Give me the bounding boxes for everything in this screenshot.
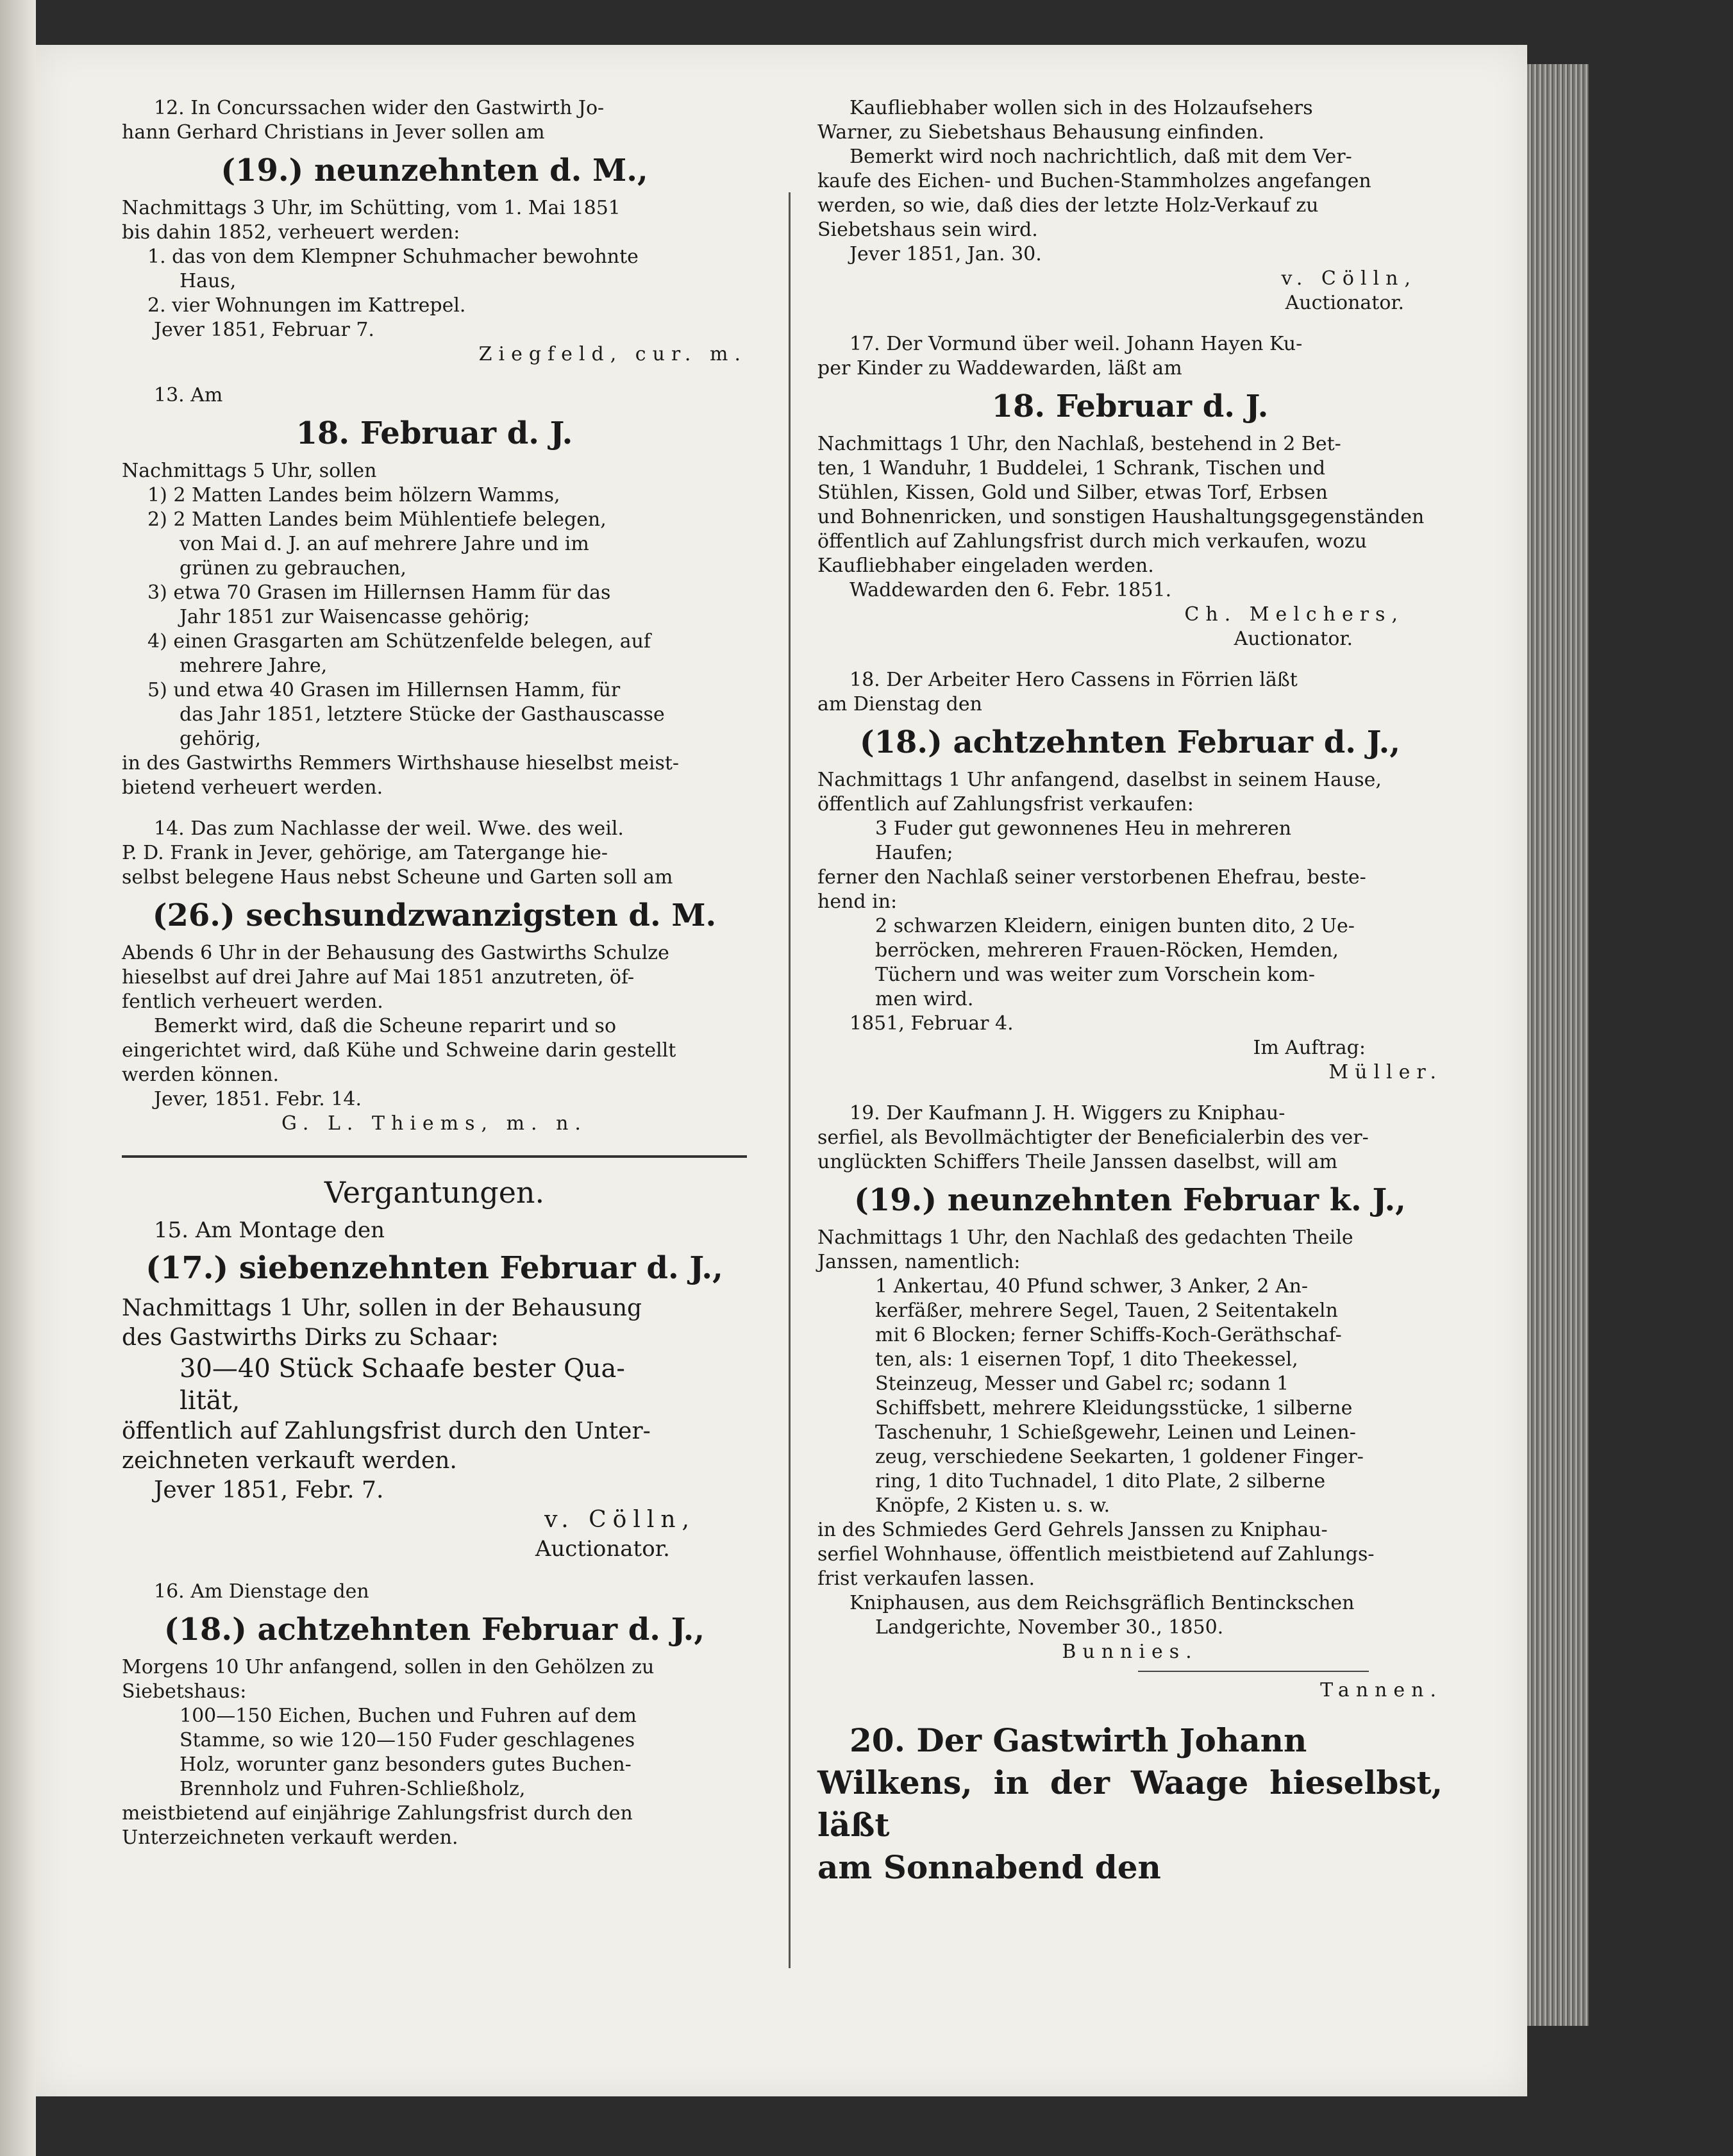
text-line: hann Gerhard Christians in Jever sollen am — [122, 121, 545, 144]
notice-18 — [817, 668, 1443, 1085]
text-line: am Sonnabend den — [817, 1848, 1161, 1886]
text-line: Landgerichte, November 30., 1850. — [875, 1616, 1224, 1639]
signature: Tannen. — [1320, 1679, 1443, 1701]
list-item: mehrere Jahre, — [180, 655, 328, 677]
text-line: 13. Am — [154, 384, 223, 406]
notice-14 — [122, 817, 747, 1136]
text-line: 1 Ankertau, 40 Pfund schwer, 3 Anker, 2 An- — [875, 1275, 1309, 1298]
notice-13 — [122, 383, 747, 800]
text-line: kerfäßer, mehrere Segel, Tauen, 2 Seitentakeln — [875, 1299, 1338, 1322]
text-line: Brennholz und Fuhren-Schließholz, — [180, 1778, 526, 1800]
text-line: mit 6 Blocken; ferner Schiffs-Koch-Geräthschaf- — [875, 1324, 1342, 1346]
text-line: zeug, verschiedene Seekarten, 1 goldener Finger- — [875, 1446, 1364, 1468]
text-line: Unterzeichneten verkauft werden. — [122, 1826, 458, 1849]
text-line: berröcken, mehreren Frauen-Röcken, Hemden, — [875, 939, 1339, 962]
date-heading: (18.) achtzehnten Februar d. J., — [163, 1612, 705, 1648]
column-divider — [789, 192, 791, 1968]
list-item: 3) etwa 70 Grasen im Hillernsen Hamm für das — [147, 581, 611, 604]
place-date: 1851, Februar 4. — [850, 1012, 1014, 1035]
signature: Müller. — [1328, 1061, 1443, 1083]
signature: G. L. Thiems, m. n. — [281, 1112, 587, 1135]
text-line: Bemerkt wird noch nachrichtlich, daß mit dem Ver- — [850, 146, 1352, 168]
text-line: Holz, worunter ganz besonders gutes Buchen- — [180, 1753, 632, 1776]
text-line: 17. Der Vormund über weil. Johann Hayen Ku- — [850, 333, 1303, 355]
left-column — [122, 96, 747, 1867]
text-line: und Bohnenricken, und sonstigen Haushaltungsgegenständen — [817, 506, 1425, 528]
text-line: 15. Am Montage den — [154, 1217, 385, 1243]
date-heading: 18. Februar d. J. — [296, 415, 573, 451]
text-line: 30—40 Stück Schaafe bester Qua- — [180, 1354, 625, 1383]
text-line: 14. Das zum Nachlasse der weil. Wwe. des weil. — [154, 817, 624, 840]
text-line: Wilkens, in der Waage hieselbst, läßt — [817, 1764, 1443, 1844]
text-line: des Gastwirths Dirks zu Schaar: — [122, 1325, 499, 1351]
list-item: Haus, — [180, 270, 237, 292]
signature: v. Cölln, — [1281, 267, 1417, 290]
list-item: Jahr 1851 zur Waisencasse gehörig; — [180, 606, 530, 628]
list-item: 4) einen Grasgarten am Schützenfelde belegen, auf — [147, 630, 651, 653]
signature-role: Auctionator. — [1234, 628, 1353, 650]
text-line: Siebetshaus: — [122, 1680, 247, 1703]
text-line: 18. Der Arbeiter Hero Cassens in Förrien läßt — [850, 669, 1298, 691]
place-date: Jever, 1851. Febr. 14. — [154, 1088, 362, 1110]
text-line: Nachmittags 1 Uhr, den Nachlaß, bestehend in 2 Bet- — [817, 433, 1341, 455]
date-heading: (17.) siebenzehnten Februar d. J., — [146, 1250, 723, 1286]
text-line: 20. Der Gastwirth Johann — [850, 1721, 1307, 1759]
auftrag-label: Im Auftrag: — [1253, 1037, 1366, 1059]
date-heading: (19.) neunzehnten d. M., — [221, 153, 648, 188]
text-line: Abends 6 Uhr in der Behausung des Gastwirths Schulze — [122, 942, 669, 964]
text-line: eingerichtet wird, daß Kühe und Schweine darin gestellt — [122, 1039, 676, 1062]
list-item: gehörig, — [180, 728, 262, 750]
date-heading: (19.) neunzehnten Februar k. J., — [854, 1182, 1406, 1218]
text-line: men wird. — [875, 988, 974, 1010]
text-line: 12. In Concurssachen wider den Gastwirth Jo- — [154, 97, 605, 119]
text-line: öffentlich auf Zahlungsfrist verkaufen: — [817, 793, 1194, 815]
place-date: Jever 1851, Jan. 30. — [850, 243, 1042, 265]
text-line: Knöpfe, 2 Kisten u. s. w. — [875, 1494, 1110, 1517]
text-line: am Dienstag den — [817, 693, 982, 715]
text-line: ferner den Nachlaß seiner verstorbenen Ehefrau, beste- — [817, 866, 1366, 889]
text-line: kaufe des Eichen- und Buchen-Stammholzes angefangen — [817, 170, 1371, 192]
text-line: 16. Am Dienstage den — [154, 1580, 369, 1603]
notice-16 — [122, 1580, 747, 1850]
text-line: werden, so wie, daß dies der letzte Holz-Verkauf zu — [817, 194, 1319, 217]
section-title: Vergantungen. — [324, 1175, 545, 1210]
list-item: 2. vier Wohnungen im Kattrepel. — [147, 294, 466, 317]
list-item: 5) und etwa 40 Grasen im Hillernsen Hamm, für — [147, 679, 621, 701]
text-line: 3 Fuder gut gewonnenes Heu in mehreren — [875, 817, 1292, 840]
page-edge-stack — [1527, 64, 1589, 2026]
text-line: Siebetshaus sein wird. — [817, 219, 1038, 241]
book-spine — [0, 0, 36, 2156]
signature-rule — [1138, 1671, 1369, 1672]
text-line: ten, als: 1 eisernen Topf, 1 dito Theekessel, — [875, 1348, 1298, 1371]
text-line: bis dahin 1852, verheuert werden: — [122, 221, 460, 244]
text-line: Steinzeug, Messer und Gabel rc; sodann 1 — [875, 1373, 1289, 1395]
text-line: selbst belegene Haus nebst Scheune und Garten soll am — [122, 866, 673, 889]
text-line: meistbietend auf einjährige Zahlungsfrist durch den — [122, 1802, 633, 1825]
place-date: Waddewarden den 6. Febr. 1851. — [850, 579, 1172, 601]
text-line: in des Gastwirths Remmers Wirthshause hieselbst meist- — [122, 752, 680, 774]
text-line: 2 schwarzen Kleidern, einigen bunten dito, 2 Ue- — [875, 915, 1355, 937]
list-item: 1) 2 Matten Landes beim hölzern Wamms, — [147, 484, 560, 506]
place-date: Jever 1851, Febr. 7. — [154, 1477, 384, 1503]
text-line: lität, — [180, 1386, 240, 1416]
text-line: P. D. Frank in Jever, gehörige, am Tatergange hie- — [122, 842, 608, 864]
signature: Bunnies. — [1062, 1641, 1198, 1663]
text-line: öffentlich auf Zahlungsfrist durch den Unter- — [122, 1418, 651, 1444]
text-line: Kaufliebhaber wollen sich in des Holzaufsehers — [850, 97, 1313, 119]
text-line: Taschenuhr, 1 Schießgewehr, Leinen und Leinen- — [875, 1421, 1356, 1444]
text-line: 100—150 Eichen, Buchen und Fuhren auf dem — [180, 1705, 637, 1727]
text-line: Nachmittags 1 Uhr, den Nachlaß des gedachten Theile — [817, 1226, 1353, 1249]
list-item: 1. das von dem Klempner Schuhmacher bewohnte — [147, 246, 639, 268]
text-line: Stamme, so wie 120—150 Fuder geschlagenes — [180, 1729, 635, 1751]
text-line: bietend verheuert werden. — [122, 776, 383, 799]
text-line: ten, 1 Wanduhr, 1 Buddelei, 1 Schrank, Tischen und — [817, 457, 1326, 480]
text-line: fentlich verheuert werden. — [122, 990, 383, 1013]
text-line: ring, 1 dito Tuchnadel, 1 dito Plate, 2 silberne — [875, 1470, 1326, 1492]
place-date: Jever 1851, Februar 7. — [154, 319, 374, 341]
signature: v. Cölln, — [544, 1507, 696, 1533]
text-line: in des Schmiedes Gerd Gehrels Janssen zu Kniphau- — [817, 1519, 1328, 1541]
text-line: zeichneten verkauft werden. — [122, 1448, 457, 1474]
date-heading: 18. Februar d. J. — [991, 389, 1269, 424]
date-heading: (26.) sechsundzwanzigsten d. M. — [152, 898, 717, 933]
text-line: Kniphausen, aus dem Reichsgräflich Bentinckschen — [850, 1592, 1355, 1614]
notice-20 — [817, 1719, 1443, 1889]
signature-role: Auctionator. — [535, 1536, 670, 1562]
notice-15 — [122, 1218, 747, 1563]
text-line: Morgens 10 Uhr anfangend, sollen in den Gehölzen zu — [122, 1656, 655, 1678]
text-line: Nachmittags 3 Uhr, im Schütting, vom 1. Mai 1851 — [122, 197, 621, 219]
text-line: per Kinder zu Waddewarden, läßt am — [817, 357, 1182, 380]
text-line: Tüchern und was weiter zum Vorschein kom- — [875, 964, 1315, 986]
list-item: 2) 2 Matten Landes beim Mühlentiefe belegen, — [147, 508, 607, 531]
date-heading: (18.) achtzehnten Februar d. J., — [859, 724, 1401, 760]
list-item: von Mai d. J. an auf mehrere Jahre und im — [180, 533, 589, 555]
text-line: Bemerkt wird, daß die Scheune reparirt und so — [154, 1015, 617, 1037]
text-line: Nachmittags 1 Uhr anfangend, daselbst in seinem Hause, — [817, 769, 1382, 791]
right-column — [817, 96, 1443, 1905]
list-item: grünen zu gebrauchen, — [180, 557, 406, 580]
text-line: Kaufliebhaber eingeladen werden. — [817, 555, 1154, 577]
notice-12 — [122, 96, 747, 367]
text-line: hieselbst auf drei Jahre auf Mai 1851 anzutreten, öf- — [122, 966, 635, 989]
text-line: Janssen, namentlich: — [817, 1251, 1021, 1273]
section-divider — [122, 1155, 747, 1158]
notice-17 — [817, 332, 1443, 651]
text-line: unglückten Schiffers Theile Janssen daselbst, will am — [817, 1151, 1338, 1173]
text-line: Stühlen, Kissen, Gold und Silber, etwas Torf, Erbsen — [817, 481, 1328, 504]
text-line: werden können. — [122, 1064, 280, 1086]
text-line: serfiel Wohnhause, öffentlich meistbietend auf Zahlungs- — [817, 1543, 1375, 1566]
text-line: Warner, zu Siebetshaus Behausung einfinden. — [817, 121, 1265, 144]
signature: Ziegfeld, cur. m. — [478, 343, 747, 365]
text-line: Nachmittags 5 Uhr, sollen — [122, 460, 377, 482]
text-line: serfiel, als Bevollmächtigter der Beneficialerbin des ver- — [817, 1126, 1369, 1149]
text-line: 19. Der Kaufmann J. H. Wiggers zu Kniphau- — [850, 1102, 1285, 1124]
text-line: frist verkaufen lassen. — [817, 1567, 1035, 1590]
text-line: Schiffsbett, mehrere Kleidungsstücke, 1 silberne — [875, 1397, 1353, 1419]
notice-16-continued — [817, 96, 1443, 315]
text-line: Nachmittags 1 Uhr, sollen in der Behausung — [122, 1295, 642, 1321]
text-line: Haufen; — [875, 842, 953, 864]
text-line: hend in: — [817, 890, 898, 913]
text-line: öffentlich auf Zahlungsfrist durch mich verkaufen, wozu — [817, 530, 1367, 553]
signature-role: Auctionator. — [1285, 292, 1404, 314]
list-item: das Jahr 1851, letztere Stücke der Gasthauscasse — [180, 703, 665, 726]
notice-19 — [817, 1101, 1443, 1703]
signature: Ch. Melchers, — [1184, 603, 1404, 626]
